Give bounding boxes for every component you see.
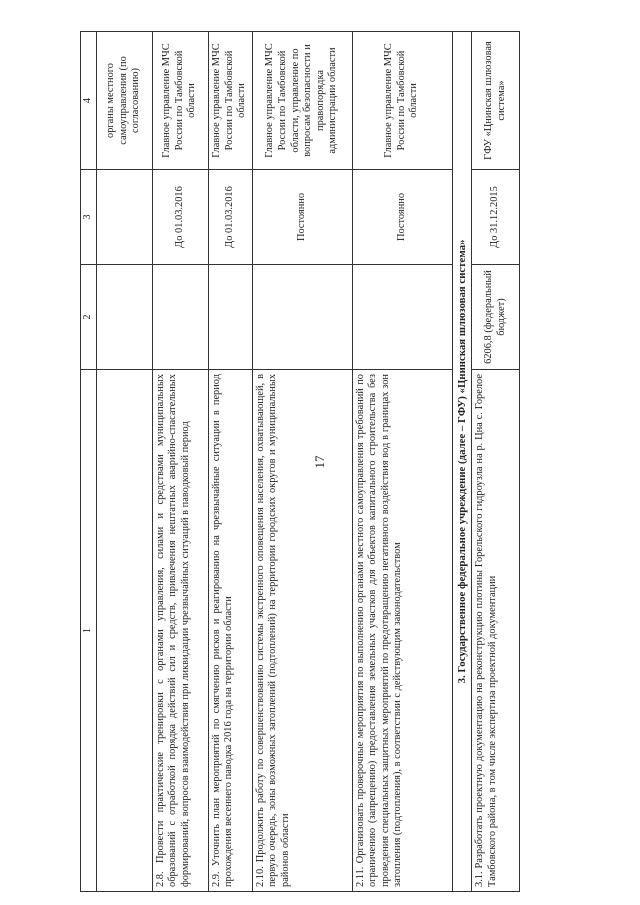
cell-funding bbox=[96, 265, 152, 370]
cell-funding bbox=[252, 265, 352, 370]
cell-deadline: Постоянно bbox=[352, 170, 452, 265]
cell-funding bbox=[352, 265, 452, 370]
cell-deadline: До 01.03.2016 bbox=[208, 170, 252, 265]
table-row bbox=[208, 32, 252, 892]
cell-responsible: Главное управление МЧС России по Тамбовской области bbox=[352, 32, 452, 170]
header-col-1: 1 bbox=[81, 370, 97, 892]
cell-deadline: До 31.12.2015 bbox=[472, 170, 520, 265]
table-header-row bbox=[81, 32, 97, 892]
cell-measure: 2.8. Провести практические тренировки с органами управления, силами и средствами муниципальных образований с отработкой порядка действий сил и средств, привлечения нештатных аварийно-спасательных формирований, вопросов взаимодействия при ликвидации чрезвычайных ситуаций в паводковый период bbox=[152, 370, 208, 892]
cell-deadline: До 01.03.2016 bbox=[152, 170, 208, 265]
header-col-2: 2 bbox=[81, 265, 97, 370]
table-row-continued bbox=[96, 32, 152, 892]
cell-measure: 2.11. Организовать проверочные мероприятия по выполнению органами местного самоуправления требований по ограничению (запрещению) предоставления земельных участков для объектов капитального строительства без проведения специальных защитных мероприятий по предотвращению негативного воздействия вод в границах зон затопления (подтопления), в соответствии с действующим законодательством bbox=[352, 370, 452, 892]
cell-responsible: Главное управление МЧС России по Тамбовской области, управление по вопросам безопасности и правопорядка администрации области bbox=[252, 32, 352, 170]
table-row bbox=[352, 32, 452, 892]
cell-responsible: органы местного самоуправления (по согласованию) bbox=[96, 32, 152, 170]
cell-responsible: Главное управление МЧС России по Тамбовской области bbox=[208, 32, 252, 170]
section-title: 3. Государственное федеральное учреждение (далее – ГФУ) «Цнинская шлюзовая система» bbox=[452, 32, 472, 892]
cell-funding bbox=[208, 265, 252, 370]
cell-measure: 2.9. Уточнить план мероприятий по смягчению рисков и реагированию на чрезвычайные ситуации в период прохождения весеннего паводка 2016 года на территории области bbox=[208, 370, 252, 892]
cell-deadline: Постоянно bbox=[252, 170, 352, 265]
measures-table bbox=[80, 31, 520, 892]
header-col-4: 4 bbox=[81, 32, 97, 170]
cell-funding: 6206,8 (федеральный бюджет) bbox=[472, 265, 520, 370]
cell-responsible: Главное управление МЧС России по Тамбовской области bbox=[152, 32, 208, 170]
cell-responsible: ГФУ «Цнинская шлюзовая система» bbox=[472, 32, 520, 170]
table-row bbox=[252, 32, 352, 892]
header-col-3: 3 bbox=[81, 170, 97, 265]
cell-measure bbox=[96, 370, 152, 892]
cell-measure: 2.10. Продолжить работу по совершенствованию системы экстренного оповещения населения, охватывающей, в первую очередь, зоны возможных затоплений (подтоплений) на территории городских округов и муниципальных районов области bbox=[252, 370, 352, 892]
cell-measure: 3.1. Разработать проектную документацию на реконструкцию плотины Горельского гидроузла на р. Цна с. Горелое Тамбовского района, в том числе экспертиза проектной документации bbox=[472, 370, 520, 892]
table-row bbox=[472, 32, 520, 892]
cell-funding bbox=[152, 265, 208, 370]
page-number: 17 bbox=[312, 455, 327, 469]
table-row bbox=[152, 32, 208, 892]
rotated-table-container bbox=[80, 32, 560, 892]
section-row bbox=[452, 32, 472, 892]
cell-deadline bbox=[96, 170, 152, 265]
